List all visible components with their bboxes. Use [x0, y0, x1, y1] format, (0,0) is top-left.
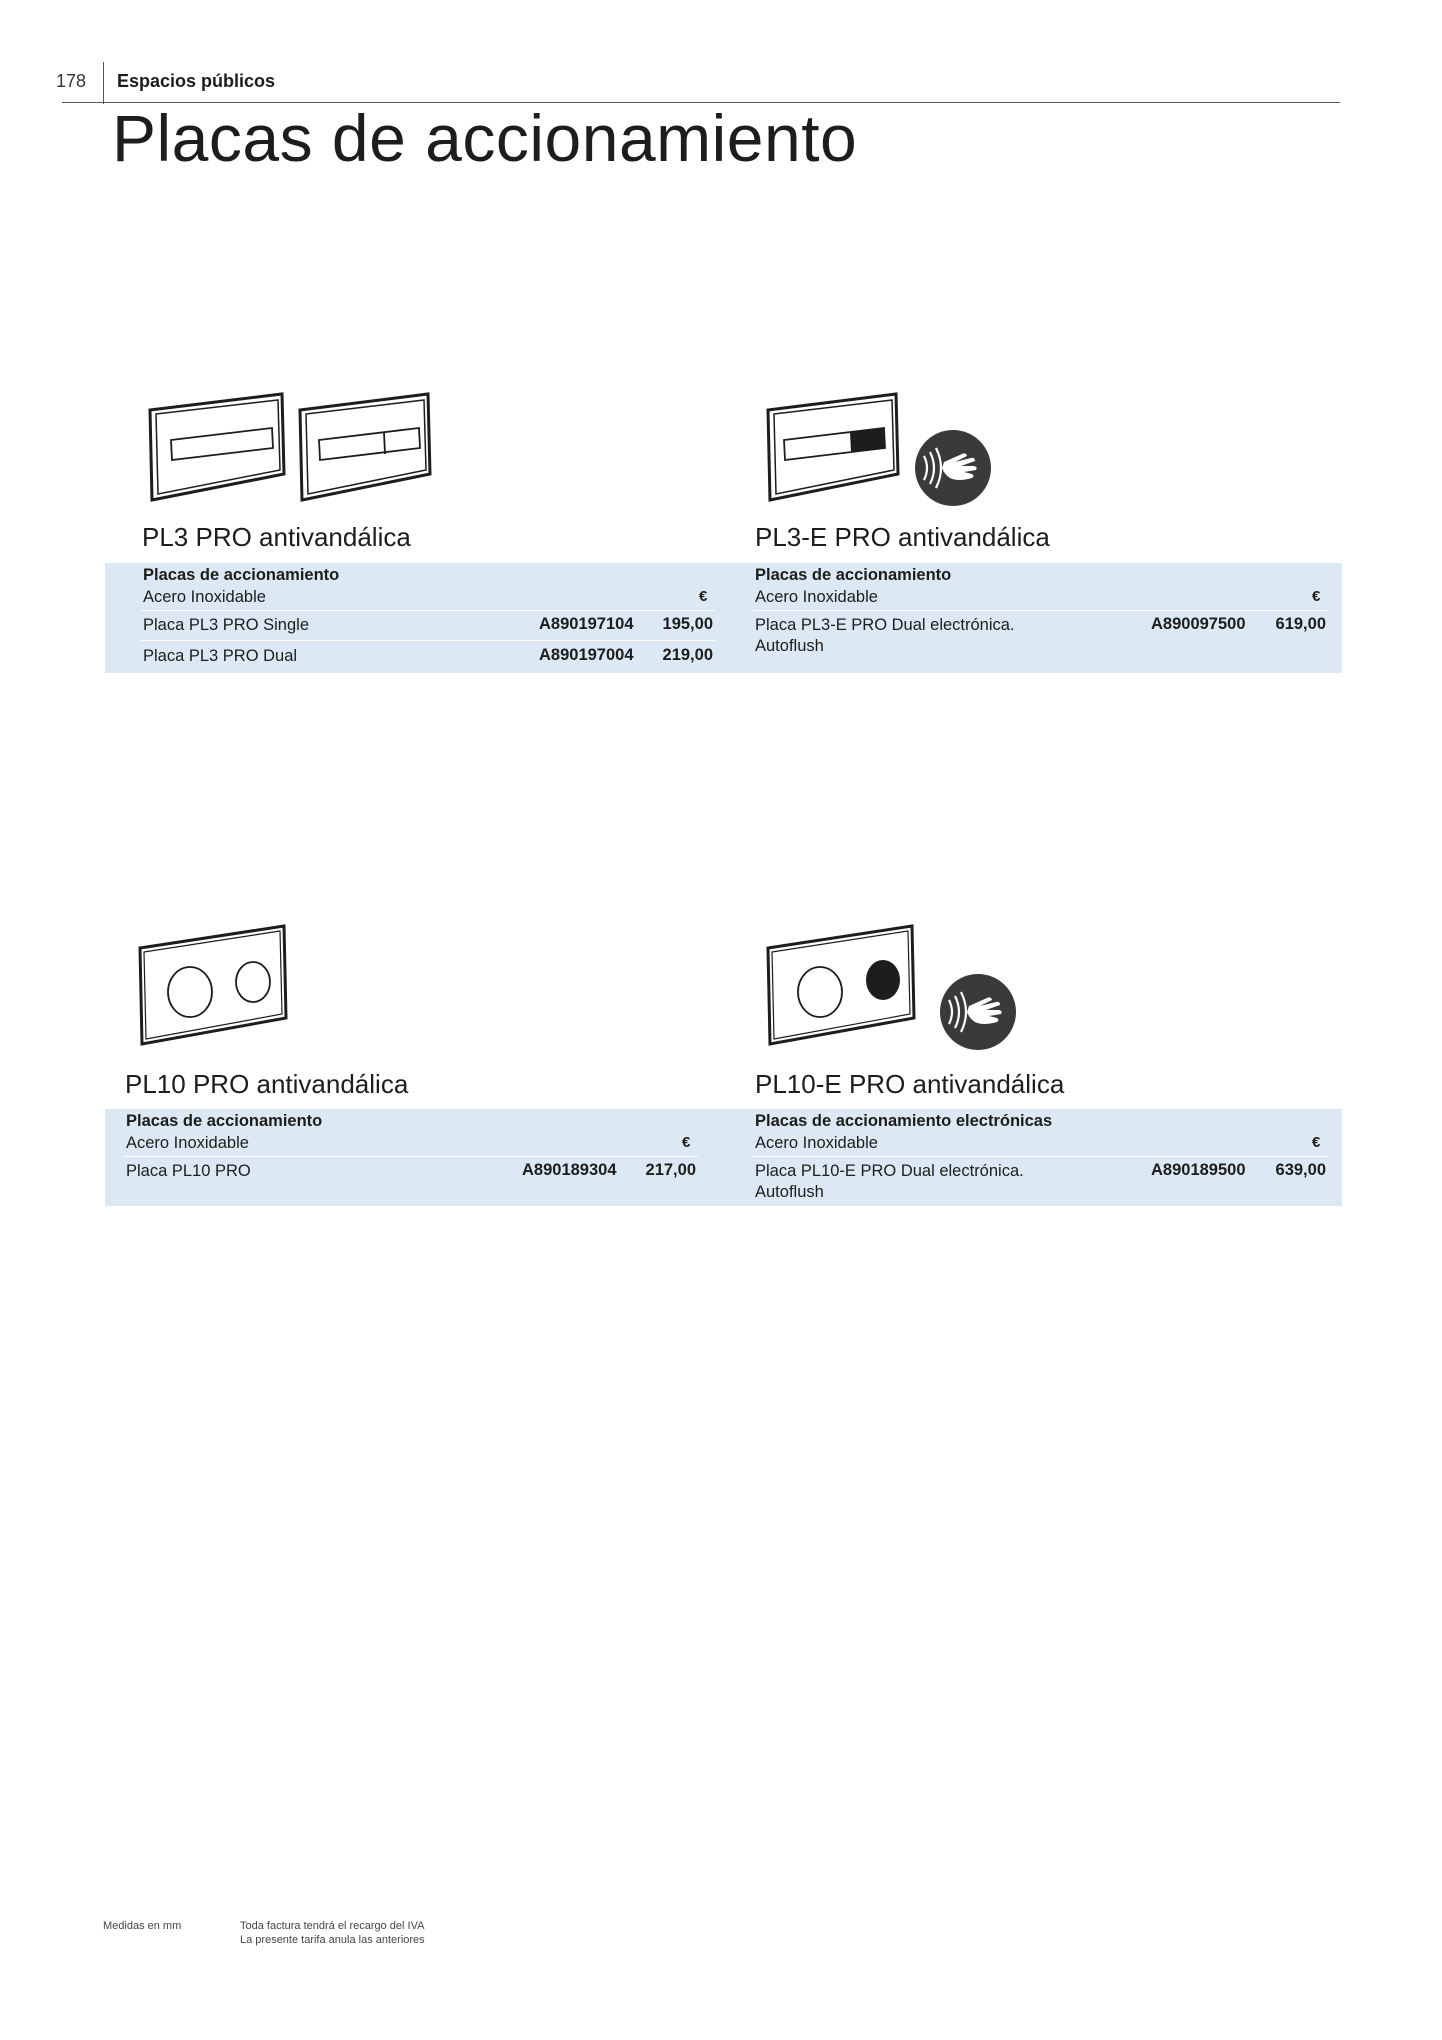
pl10-pro-plate-illustration	[136, 920, 296, 1048]
row-price: 639,00	[1275, 1161, 1326, 1179]
product-title: PL3 PRO antivandálica	[142, 522, 411, 552]
sensor-hand-icon	[940, 974, 1016, 1050]
footer-units: Medidas en mm	[103, 1920, 182, 1932]
table-rule	[124, 1156, 698, 1157]
row-description: Placa PL3 PRO Dual	[143, 647, 298, 665]
footer-note-line-2: La presente tarifa anula las anteriores	[240, 1934, 425, 1946]
row-code: A890197104	[539, 615, 634, 633]
pl3-dual-plate-icon	[300, 394, 430, 500]
footer-note-line-1: Toda factura tendrá el recargo del IVA	[240, 1920, 425, 1932]
row-description: Placa PL10 PRO	[126, 1162, 251, 1180]
product-title: PL10 PRO antivandálica	[125, 1069, 409, 1099]
pl3-single-plate-icon	[150, 394, 284, 500]
table-header: Placas de accionamiento	[755, 566, 952, 584]
row-code: A890189304	[522, 1161, 617, 1179]
row-price: 619,00	[1275, 615, 1326, 633]
row-description-continued: Autoflush	[755, 1183, 824, 1201]
table-header: Placas de accionamiento	[126, 1112, 323, 1130]
row-price: 195,00	[662, 615, 713, 633]
currency-symbol: €	[699, 588, 708, 605]
pl10-e-plate-icon	[768, 926, 914, 1044]
pl10-plate-icon	[140, 926, 286, 1044]
pl3-e-plate-icon	[768, 394, 898, 500]
material-label: Acero Inoxidable	[126, 1134, 249, 1152]
section-title: Espacios públicos	[117, 71, 276, 91]
pl3-e-pro-plate-illustration	[764, 388, 1000, 506]
price-table-pl10-e	[728, 1109, 1342, 1206]
row-code: A890097500	[1151, 615, 1246, 633]
page-title: Placas de accionamiento	[112, 101, 858, 175]
row-description: Placa PL3 PRO Single	[143, 616, 310, 634]
table-rule	[753, 610, 1328, 611]
product-title: PL10-E PRO antivandálica	[755, 1069, 1065, 1099]
row-code: A890197004	[539, 646, 634, 664]
row-description: Placa PL10-E PRO Dual electrónica.	[755, 1162, 1024, 1180]
currency-symbol: €	[1312, 588, 1321, 605]
table-rule	[141, 610, 715, 611]
table-rule	[753, 1156, 1328, 1157]
price-table-pl10	[105, 1109, 728, 1206]
header-divider	[103, 62, 104, 104]
row-price: 217,00	[645, 1161, 696, 1179]
material-label: Acero Inoxidable	[755, 588, 878, 606]
row-description-continued: Autoflush	[755, 637, 824, 655]
sensor-hand-icon	[915, 430, 991, 506]
table-header: Placas de accionamiento	[143, 566, 340, 584]
row-description: Placa PL3-E PRO Dual electrónica.	[755, 616, 1015, 634]
product-title: PL3-E PRO antivandálica	[755, 522, 1050, 552]
page-number: 178	[56, 71, 87, 91]
pl3-pro-plates-illustration	[144, 388, 440, 506]
table-header: Placas de accionamiento electrónicas	[755, 1112, 1053, 1130]
currency-symbol: €	[682, 1134, 691, 1151]
row-price: 219,00	[662, 646, 713, 664]
material-label: Acero Inoxidable	[755, 1134, 878, 1152]
price-table-pl3-e	[728, 563, 1342, 673]
currency-symbol: €	[1312, 1134, 1321, 1151]
table-rule	[141, 640, 715, 641]
row-code: A890189500	[1151, 1161, 1246, 1179]
price-table-pl3	[105, 563, 728, 673]
material-label: Acero Inoxidable	[143, 588, 266, 606]
pl10-e-pro-plate-illustration	[764, 920, 1024, 1052]
